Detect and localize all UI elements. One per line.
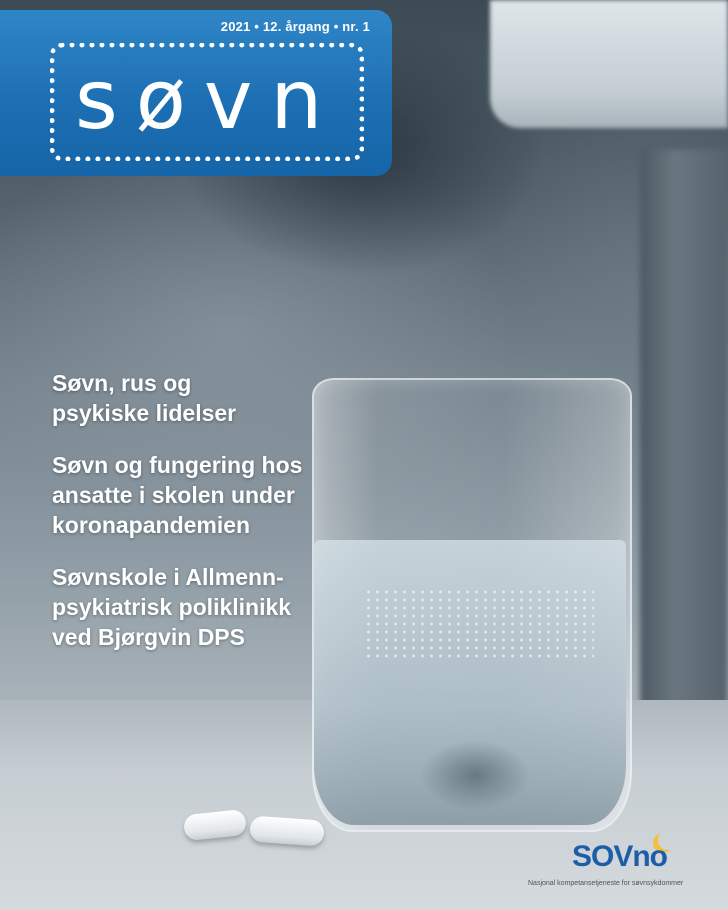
headline: Søvn, rus og psykiske lidelser (52, 370, 237, 426)
lamp-stand (640, 150, 728, 750)
glass-bottom-shadow (420, 740, 530, 810)
pill (249, 815, 325, 846)
issue-line: 2021 • 12. årgang • nr. 1 (220, 19, 370, 34)
magazine-title: søvn (75, 53, 341, 148)
headline: Søvnskole i Allmenn- psykiatrisk poliklinikk ved Bjørgvin DPS (52, 564, 292, 650)
masthead (0, 10, 392, 176)
publisher-tagline: Nasjonal kompetansetjeneste for søvnsykdommer (528, 880, 684, 887)
cover-headlines (52, 368, 352, 674)
headline: Søvn og fungering hos ansatte i skolen under koronapandemien (52, 452, 303, 538)
lamp-shade (490, 0, 728, 128)
publisher-logo (520, 830, 690, 900)
publisher-name: SOVno (572, 840, 668, 873)
